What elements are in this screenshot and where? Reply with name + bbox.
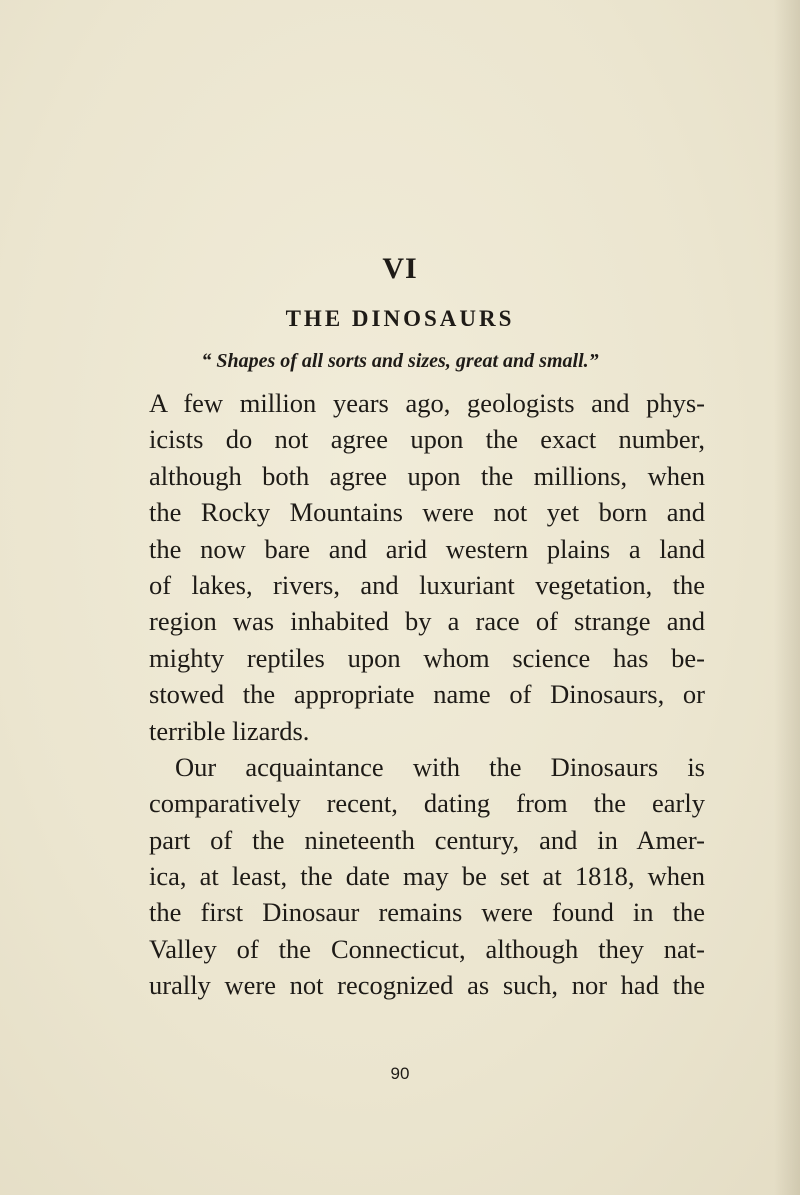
text-line: part of the nineteenth century, and in Amer- (149, 824, 705, 855)
text-line: region was inhabited by a race of strange and (149, 606, 705, 637)
text-line: mighty reptiles upon whom science has be- (149, 642, 705, 673)
chapter-number: VI (382, 252, 418, 285)
text-line: comparatively recent, dating from the early (149, 788, 705, 819)
paragraph-2 (149, 749, 705, 1004)
text-line: although both agree upon the millions, when (149, 460, 705, 491)
page-edge-shadow (774, 0, 800, 1195)
text-line: A few million years ago, geologists and phys- (149, 388, 705, 418)
text-line: urally were not recognized as such, nor had the (149, 970, 705, 1001)
text-line: of lakes, rivers, and luxuriant vegetation, the (149, 569, 705, 600)
text-line: icists do not agree upon the exact number, (149, 424, 705, 455)
paragraph-1 (149, 385, 705, 749)
text-line: Valley of the Connecticut, although they nat- (149, 933, 705, 964)
chapter-epigraph: “ Shapes of all sorts and sizes, great and small.” (201, 350, 599, 372)
text-line: the Rocky Mountains were not yet born and (149, 497, 705, 528)
page-number: 90 (390, 1064, 410, 1083)
text-line: the now bare and arid western plains a land (149, 533, 705, 564)
body-text (149, 385, 705, 1004)
text-line: Our acquaintance with the Dinosaurs is (175, 751, 705, 782)
text-line: terrible lizards. (149, 715, 310, 746)
text-line: stowed the appropriate name of Dinosaurs, or (149, 679, 705, 710)
text-line: the first Dinosaur remains were found in the (149, 897, 705, 928)
chapter-title: THE DINOSAURS (285, 306, 515, 331)
text-line: ica, at least, the date may be set at 1818, when (149, 861, 705, 892)
